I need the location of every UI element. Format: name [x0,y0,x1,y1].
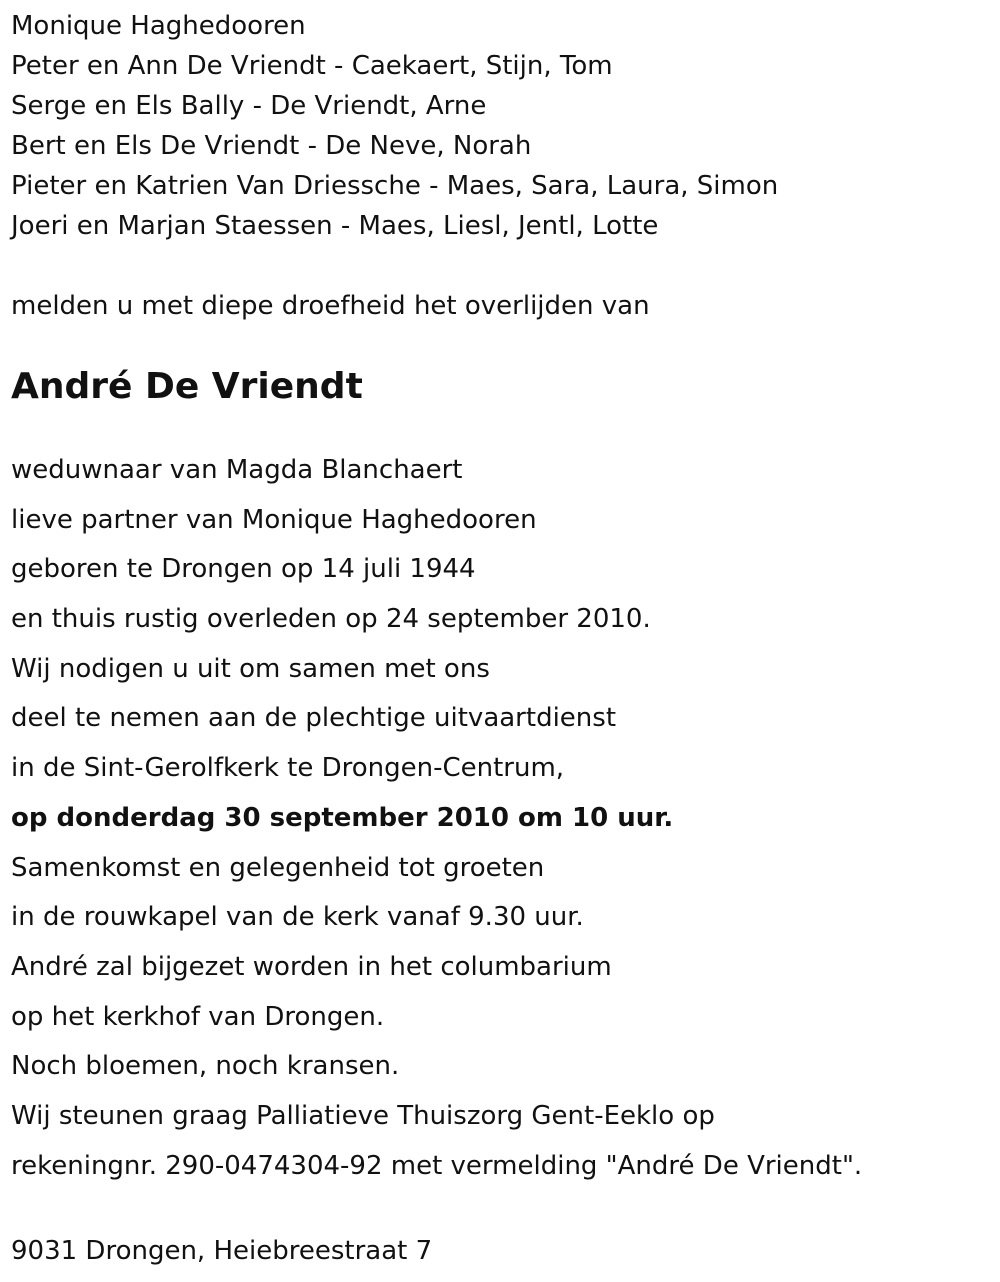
body-line: André zal bijgezet worden in het columbarium [11,951,612,982]
family-line: Peter en Ann De Vriendt - Caekaert, Stijn, Tom [11,51,613,81]
obituary-notice [11,0,991,1271]
address: 9031 Drongen, Heiebreestraat 7 [11,1236,433,1267]
family-line: Pieter en Katrien Van Driessche - Maes, Sara, Laura, Simon [11,171,779,201]
family-line: Monique Haghedooren [11,11,306,41]
body-line: in de rouwkapel van de kerk vanaf 9.30 uur. [11,902,584,933]
body-line: in de Sint-Gerolfkerk te Drongen-Centrum, [11,753,565,784]
deceased-name: André De Vriendt [11,366,363,407]
body-line: en thuis rustig overleden op 24 september 2010. [11,604,651,635]
body-line: Wij steunen graag Palliatieve Thuiszorg Gent-Eeklo op [11,1100,715,1131]
family-list [11,6,991,246]
body-line: rekeningnr. 290-0474304-92 met vermelding "André De Vriendt". [11,1150,863,1181]
body-line: op het kerkhof van Drongen. [11,1001,385,1032]
family-line: Serge en Els Bally - De Vriendt, Arne [11,91,487,121]
body-line: lieve partner van Monique Haghedooren [11,504,537,535]
body-line: Samenkomst en gelegenheid tot groeten [11,852,545,883]
funeral-date-line: op donderdag 30 september 2010 om 10 uur. [11,802,674,833]
body-line: weduwnaar van Magda Blanchaert [11,455,463,485]
body-line: deel te nemen aan de plechtige uitvaartdienst [11,703,617,734]
body-line: geboren te Drongen op 14 juli 1944 [11,554,476,585]
family-line: Joeri en Marjan Staessen - Maes, Liesl, Jentl, Lotte [11,211,659,241]
body-line: Noch bloemen, noch kransen. [11,1051,400,1082]
family-line: Bert en Els De Vriendt - De Neve, Norah [11,131,532,161]
announcement-intro: melden u met diepe droefheid het overlijden van [11,291,650,321]
obituary-body [11,446,991,1191]
body-line: Wij nodigen u uit om samen met ons [11,653,490,684]
